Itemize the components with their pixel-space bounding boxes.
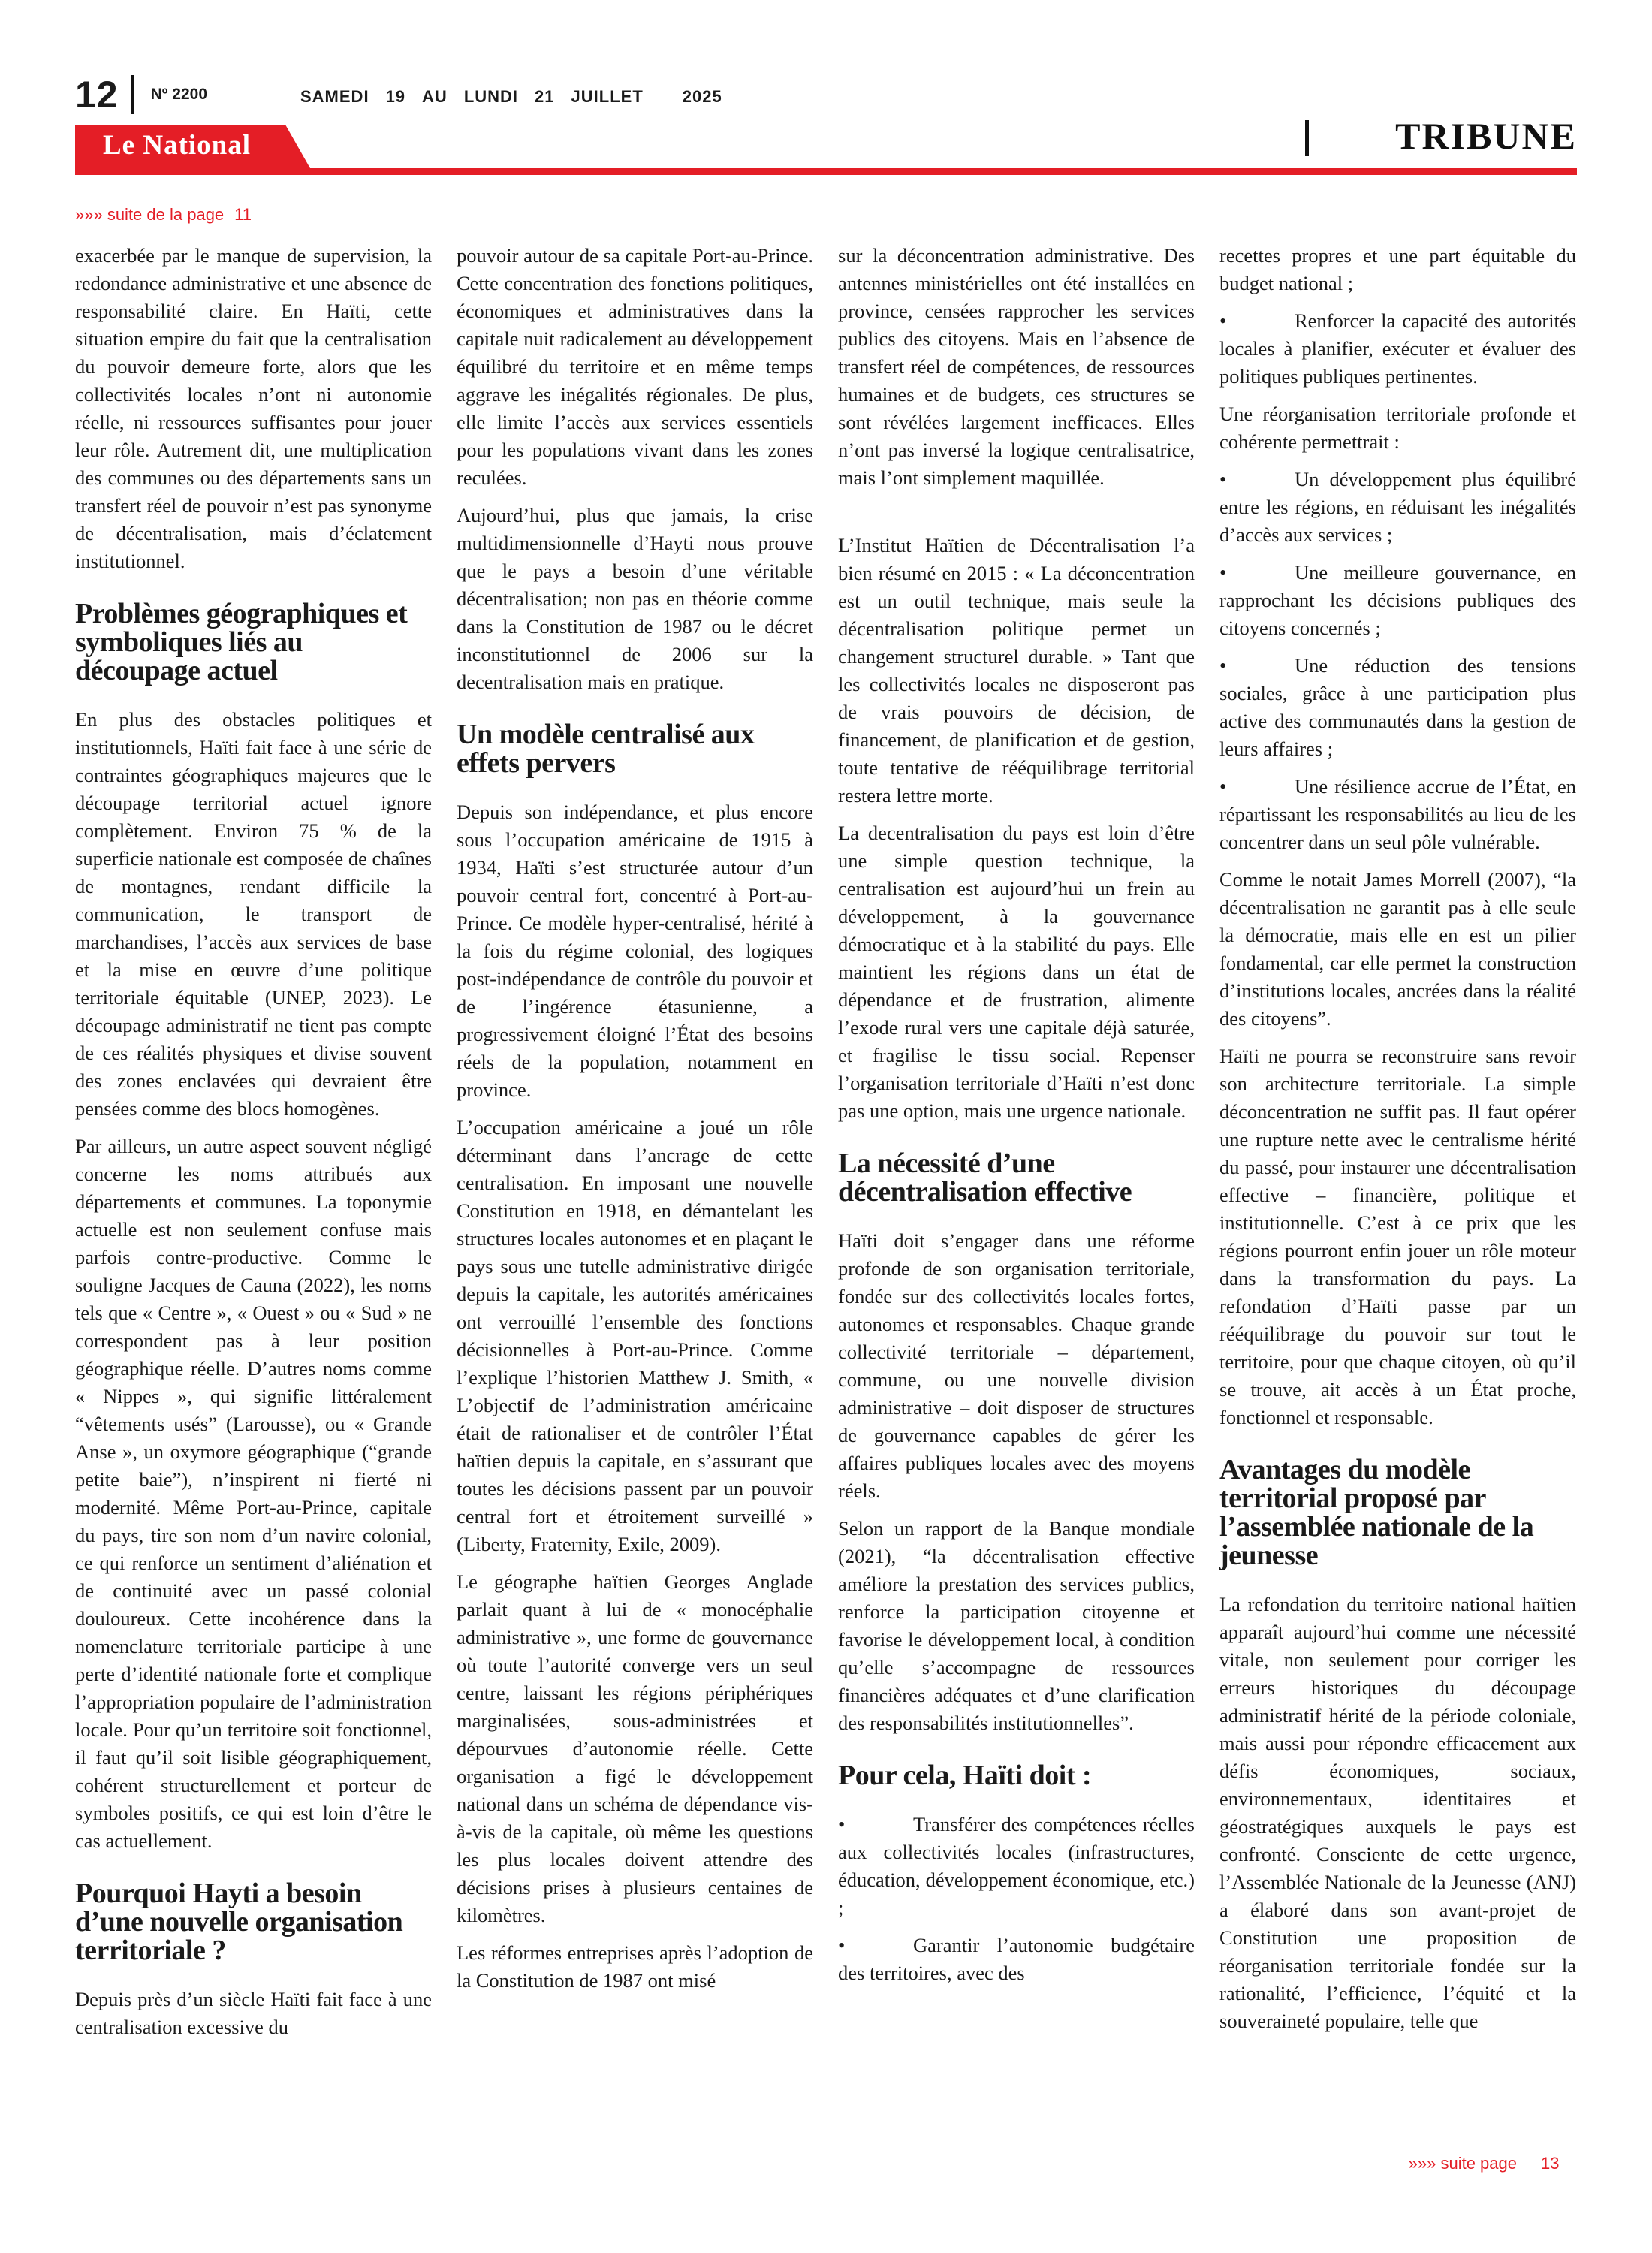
page-header <box>75 72 207 117</box>
list-item <box>1219 652 1576 763</box>
list-item-text: Garantir l’autonomie budgétaire des territoires, avec des <box>838 1934 1195 1984</box>
date-part: 21 <box>535 87 555 106</box>
bullet-icon: • <box>1219 654 1227 677</box>
column-3 <box>838 242 1195 2149</box>
subheading: Problèmes géographiques et symboliques liés au découpage actuel <box>75 598 408 686</box>
page-number: 12 <box>75 74 119 116</box>
paragraph: Par ailleurs, un autre aspect souvent négligé concerne les noms attribués aux départements et communes. La toponymie actuelle est non seulement confuse mais parfois contre-productive. Comme le souligne Jacques de Cauna (2022), les noms tels que « Centre », « Ouest » ou « Sud » ne correspondent pas à leur position géographique réelle. D’autres noms comme « Nippes », qui signifie littéralement “vêtements usés” (Larousse), ou « Grande Anse », un oxymore géographique (“grande petite baie”), n’inspirent ni fierté ni modernité. Même Port-au-Prince, capitale du pays, tire son nom d’un navire colonial, ce qui renforce un sentiment d’aliénation et de continuité avec un passé colonial douloureux. Cette incohérence dans la nomenclature territoriale participe à une perte d’identité nationale forte et complique l’appropriation populaire de l’administration locale. Pour qu’un territoire soit fonctionnel, il faut qu’il soit lisible géographiquement, cohérent structurellement et porteur de symboles positifs, ce qui est loin d’être le cas actuellement. <box>75 1135 432 1852</box>
paragraph: Les réformes entreprises après l’adoption de la Constitution de 1987 ont misé <box>457 1941 813 1992</box>
list-item-text: Une résilience accrue de l’État, en répartissant les responsabilités au lieu de les concentrer dans un seul pôle vulnérable. <box>1219 775 1576 853</box>
list-item <box>1219 466 1576 549</box>
paragraph: Depuis près d’un siècle Haïti fait face à une centralisation excessive du <box>75 1988 432 2038</box>
paragraph: La decentralisation du pays est loin d’être une simple question technique, la centralisation est aujourd’hui un frein au développement, à la gouvernance démocratique et à la stabilité du pays. Elle maintient les régions dans un état de dépendance et de frustration, alimente l’exode rural vers une capitale déjà saturée, et fragilise le tissu social. Repenser l’organisation territoriale d’Haïti n’est donc pas une option, mais une urgence nationale. <box>838 822 1195 1122</box>
continued-to <box>1409 2154 1517 2173</box>
section-title: TRIBUNE <box>1395 115 1577 157</box>
bullet-icon: • <box>838 1934 846 1956</box>
subheading: La nécessité d’une décentralisation effective <box>838 1148 1132 1208</box>
column-2 <box>457 242 813 2149</box>
paragraph: Le géographe haïtien Georges Anglade parlait quant à lui de « monocéphalie administrative », une forme de gouvernance où toute l’autorité converge vers un seul centre, laissant les régions périphériques marginalisées, sous-administrées et dépourvues d’autonomie réelle. Cette organisation a figé le développement national dans un schéma de dépendance vis-à-vis de la capitale, où même les questions les plus locales doivent attendre des décisions prises à plusieurs centaines de kilomètres. <box>457 1570 813 1926</box>
continued-from <box>75 205 252 225</box>
list-item <box>1219 307 1576 391</box>
paragraph: Comme le notait James Morrell (2007), “la décentralisation ne garantit pas à elle seule la démocratie, mais elle en est un pilier fondamental, car elle permet la construction d’institutions locales, ancrées dans la réalité des citoyens”. <box>1219 868 1576 1030</box>
paragraph: exacerbée par le manque de supervision, la redondance administrative et une absence de responsabilité claire. En Haïti, cette situation empire du fait que la centralisation du pouvoir demeure forte, alors que les collectivités locales n’ont ni autonomie réelle, ni ressources suffisantes pour jouer leur rôle. Autrement dit, une multiplication des communes ou des départements sans un transfert réel de pouvoir n’est pas synonyme de décentralisation, mais d’éclatement institutionnel. <box>75 244 432 572</box>
issue-number: Nº 2200 <box>150 86 208 103</box>
paragraph: Une réorganisation territoriale profonde et cohérente permettrait : <box>1219 403 1576 453</box>
spacer <box>838 502 1195 532</box>
paragraph: Haïti ne pourra se reconstruire sans revoir son architecture territoriale. La simple déconcentration ne suffit pas. Il faut opérer une rupture nette avec le centralisme hérité du passé, pour instaurer une décentralisation effective – financière, politique et institutionnelle. C’est à ce prix que les régions pourront enfin jouer un rôle moteur dans la transformation du pays. La refondation d’Haïti passe par un rééquilibrage du pouvoir sur tout le territoire, pour que chaque citoyen, où qu’il se trouve, ait accès à un État proche, fonctionnel et responsable. <box>1219 1045 1576 1428</box>
date-part: SAMEDI <box>300 87 369 106</box>
continued-from-page: 11 <box>234 205 252 224</box>
list-item <box>838 1932 1195 1987</box>
paragraph: pouvoir autour de sa capitale Port-au-Prince. Cette concentration des fonctions politiques, économiques et administratives dans la capitale nuit radicalement au développement équilibré du territoire et en même temps aggrave les inégalités régionales. De plus, elle limite l’accès aux services essentiels pour les populations vivant dans les zones reculées. <box>457 244 813 489</box>
issue-date <box>300 87 739 107</box>
date-part: JUILLET <box>571 87 644 106</box>
subheading: Pour cela, Haïti doit : <box>838 1760 1092 1791</box>
date-part: 2025 <box>682 87 722 106</box>
paragraph: L’Institut Haïtien de Décentralisation l’a bien résumé en 2015 : « La déconcentration est un outil technique, mais seule la décentralisation politique permet un changement structurel durable. » Tant que les collectivités locales ne disposeront pas de vrais pouvoirs de décision, de financement, de planification et de gestion, toute tentative de rééquilibrage territorial restera lettre morte. <box>838 534 1195 807</box>
list-item-text: Un développement plus équilibré entre les régions, en réduisant les inégalités d’accès aux services ; <box>1219 468 1576 546</box>
bullet-icon: • <box>1219 561 1227 584</box>
header-divider <box>131 75 134 114</box>
paragraph: sur la déconcentration administrative. Des antennes ministérielles ont été installées en province, censées rapprocher les services publics des citoyens. Mais en l’absence de transfert réel de compétences, de ressources humaines et de budgets, ces structures se sont révélées largement inefficaces. Elles n’ont pas inversé la logique centralisatrice, mais l’ont simplement maquillée. <box>838 244 1195 489</box>
list-item-text: Une meilleure gouvernance, en rapprochant les décisions publiques des citoyens concernés ; <box>1219 561 1576 639</box>
subheading: Un modèle centralisé aux effets pervers <box>457 719 755 779</box>
paragraph: Aujourd’hui, plus que jamais, la crise multidimensionnelle d’Hayti nous prouve que le pays a besoin d’une véritable décentralisation; non pas en théorie comme dans la Constitution de 1987 ou le décret inconstitutionnel de 2006 sur la decentralisation mais en pratique. <box>457 504 813 693</box>
paragraph: La refondation du territoire national haïtien apparaît aujourd’hui comme une nécessité vitale, non seulement pour corriger les erreurs historiques du découpage administratif hérité de la période coloniale, mais aussi pour répondre efficacement aux défis économiques, sociaux, environnementaux, identitaires et géostratégiques auxquels le pays est confronté. Consciente de cette urgence, l’Assemblée Nationale de la Jeunesse (ANJ) a élaboré dans son avant-projet de Constitution une proposition de réorganisation territoriale fondée sur la rationalité, l’efficience, l’équité et la souveraineté populaire, telle que <box>1219 1593 1576 2032</box>
column-1 <box>75 242 432 2149</box>
subheading: Avantages du modèle territorial proposé par l’assemblée nationale de la jeunesse <box>1219 1454 1534 1571</box>
bullet-icon: • <box>1219 775 1227 798</box>
list-item <box>1219 773 1576 856</box>
section-divider <box>1305 120 1309 156</box>
bullet-icon: • <box>1219 468 1227 490</box>
bullet-list <box>1219 466 1576 856</box>
paragraph: En plus des obstacles politiques et institutionnels, Haïti fait face à une série de contraintes géographiques majeures que le découpage territorial actuel ignore complètement. Environ 75 % de la superficie nationale est composée de chaînes de montagnes, rendant difficile la communication, le transport de marchandises, l’accès aux services de base et la mise en œuvre d’une politique territoriale équitable (UNEP, 2023). Le découpage administratif ne tient pas compte de ces réalités physiques et divise souvent des zones enclavées qui devraient être pensées comme des blocs homogènes. <box>75 708 432 1120</box>
paragraph: Depuis son indépendance, et plus encore sous l’occupation américaine de 1915 à 1934, Haïti s’est structurée autour d’un pouvoir central fort, concentré à Port-au-Prince. Ce modèle hyper-centralisé, hérité à la fois du régime colonial, des logiques post-indépendance de contrôle du pouvoir et de l’ingérence étasunienne, a progressivement éloigné l’État des besoins réels de la population, notamment en province. <box>457 801 813 1101</box>
continued-from-label: »»» suite de la page <box>75 205 225 224</box>
newspaper-logo: Le National <box>103 130 252 161</box>
paragraph: recettes propres et une part équitable du budget national ; <box>1219 244 1576 294</box>
list-item-text: Transférer des compétences réelles aux collectivités locales (infrastructures, éducation, développement économique, etc.) ; <box>838 1813 1195 1919</box>
paragraph: Haïti doit s’engager dans une réforme profonde de son organisation territoriale, fondée sur des collectivités locales fortes, autonomes et responsables. Chaque grande collectivité territoriale – département, commune, ou une nouvelle division administrative – doit disposer de structures de gouvernance capables de gérer les affaires publiques locales avec des moyens réels. <box>838 1229 1195 1502</box>
continued-to-page: 13 <box>1541 2154 1560 2173</box>
header-rule <box>75 168 1577 175</box>
paragraph: Selon un rapport de la Banque mondiale (2021), “la décentralisation effective améliore la prestation des services publics, renforce la participation citoyenne et favorise le développement local, à condition qu’elle s’accompagne de ressources financières adéquates et d’une clarification des responsabilités institutionnelles”. <box>838 1517 1195 1734</box>
bullet-icon: • <box>838 1813 846 1835</box>
subheading: Pourquoi Hayti a besoin d’une nouvelle organisation territoriale ? <box>75 1878 403 1966</box>
list-item-text: Renforcer la capacité des autorités locales à planifier, exécuter et évaluer des politiques publiques pertinentes. <box>1219 309 1576 388</box>
list-item <box>838 1811 1195 1922</box>
date-part: AU <box>422 87 448 106</box>
list-item <box>1219 559 1576 642</box>
continued-to-label: »»» suite page <box>1408 2154 1517 2173</box>
list-item-text: Une réduction des tensions sociales, grâce à une participation plus active des communautés dans la gestion de leurs affaires ; <box>1219 654 1576 760</box>
column-4 <box>1219 242 1576 2149</box>
date-part: LUNDI <box>463 87 519 106</box>
bullet-list <box>1219 307 1576 391</box>
date-part: 19 <box>385 87 406 106</box>
bullet-icon: • <box>1219 309 1227 332</box>
paragraph: L’occupation américaine a joué un rôle déterminant dans l’ancrage de cette centralisation. En imposant une nouvelle Constitution en 1918, en démantelant les structures locales autonomes et en plaçant le pays sous une tutelle administrative dirigée depuis la capitale, les autorités américaines ont verrouillé l’ensemble des fonctions décisionnelles à Port-au-Prince. Comme l’explique l’historien Matthew J. Smith, « L’objectif de l’administration américaine était de rationaliser et de contrôler l’État haïtien depuis la capitale, en s’assurant que toutes les décisions passent par un pouvoir central fort et étroitement surveillé » (Liberty, Fraternity, Exile, 2009). <box>457 1116 813 1555</box>
bullet-list <box>838 1811 1195 1987</box>
